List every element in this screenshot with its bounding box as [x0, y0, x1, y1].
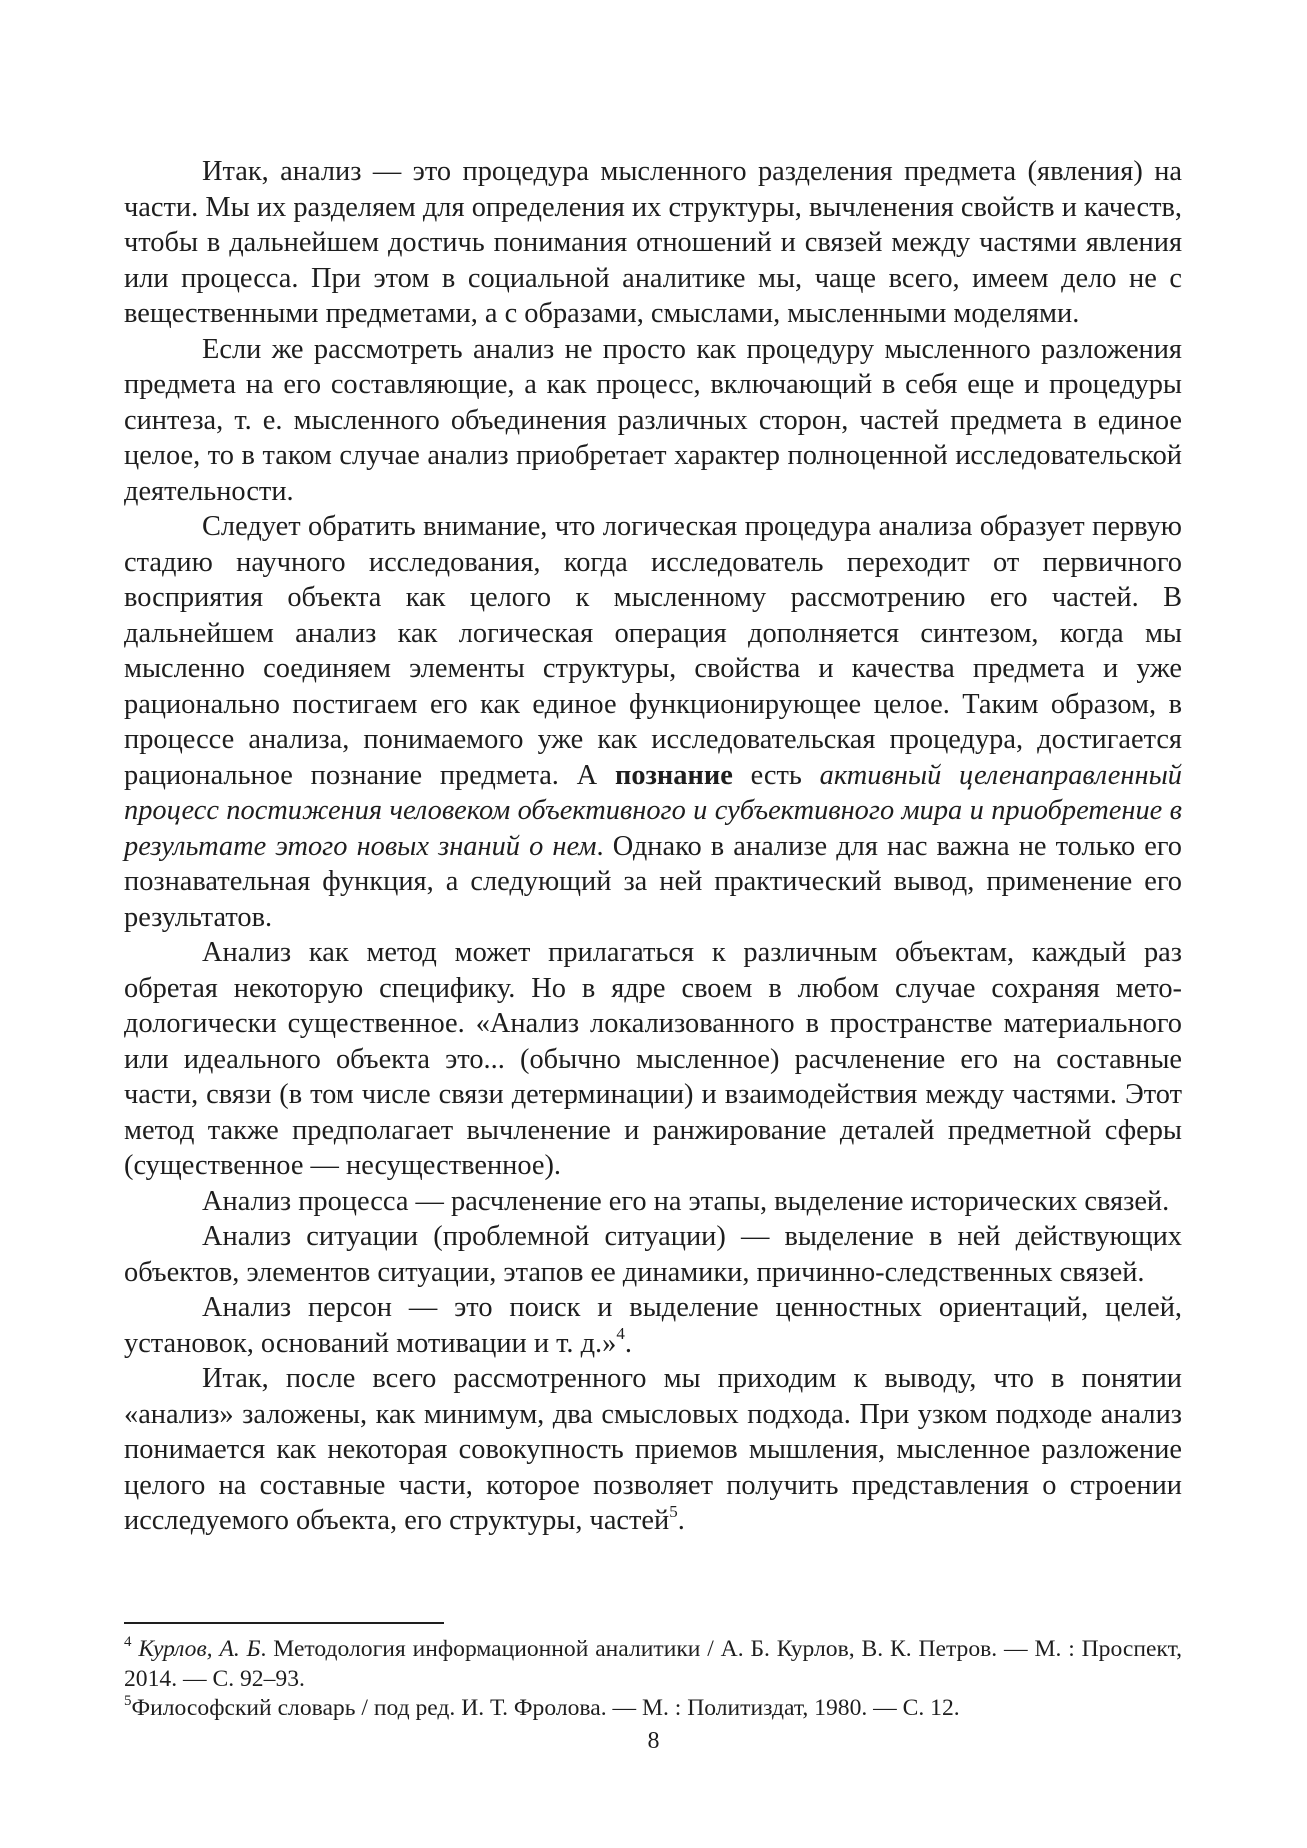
footnote-ref[interactable]: 5 [669, 1501, 678, 1521]
definition-italic: активный целенаправленный процесс постижения человеком объективного и субъективного мира и приобретение в результате этого новых знаний о нем [124, 759, 1183, 862]
paragraph-3: Следует обратить внимание, что логическая процедура анализа образует первую стадию научного исследования, когда исследователь переходит от первичного восприятия объекта как целого к мысленному рассмотрению его частей. В дальнейшем анализ как логическая операция дополняется синтезом, когда мы мысленно соединяем элементы структуры, свойства и качества предмета и уже рационально постигаем его как единое функционирующее целое. Таким образом, в процессе анализа, понимаемого уже как исследовательская процедура, достигается рациональное познание предмета. А познание есть активный целенаправленный процесс постижения человеком объективного и субъективного мира и приобретение в результате этого новых знаний о нем. Однако в анализе для нас важна не только его познавательная функция, а следующий за ней практический вывод, применение его результатов. [124, 511, 1183, 933]
footnote-number: 4 [124, 1634, 132, 1651]
term-bold: познание [614, 759, 733, 791]
body-text [124, 154, 1182, 1539]
paragraph-2: Если же рассмотреть анализ не просто как процедуру мысленного разложения предмета на его составляющие, а как процесс, включающий в себя еще и процедуры синтеза, т. е. мысленного объединения различных сторон, частей предмета в единое целое, то в таком случае анализ приобретает характер полноценной исследовательской деятельности. [124, 333, 1182, 507]
paragraph-5: Анализ процесса — расчленение его на этапы, выделение исторических связей. [202, 1185, 1170, 1217]
footnote-5: $^5$Философский словарь / под ред. И. Т. Фролова. — М. : Политиздат, 1980. — С. 12. [124, 1693, 960, 1721]
paragraph-6: Анализ ситуации (проблемной ситуации) — выделение в ней действующих объектов, элементов ситуации, этапов ее динамики, причинно-следственных связей. [124, 1221, 1182, 1288]
paragraph-8: Итак, после всего рассмотренного мы приходим к выводу, что в понятии «анализ» заложены, как минимум, два смысловых подхода. При узком подходе анализ понимается как некоторая совокупность приемов мышления, мысленное разложение целого на составные части, которое позволяет получить представления о строении исследуемого объекта, его структуры, частей$^5$. [124, 1363, 1182, 1536]
footnote-author: Курлов, А. Б [138, 1636, 261, 1662]
paragraph-4: Анализ как метод может прилагаться к различным объектам, каждый раз обретая некоторую специфику. Но в ядре своем в любом случае сохраняя методологически существенное. «Анализ локализованного в пространстве материального или идеального объекта это... (обычно мысленное) расчленение его на составные части, связи (в том числе связи детерминации) и взаимодействия между частями. Этот метод также предполагает вычленение и ранжирование деталей предметной сферы (существенное — несущественное). [124, 937, 1182, 1181]
paragraph-1: Итак, анализ — это процедура мысленного разделения предмета (явления) на части. Мы их разделяем для определения их структуры, вычленения свойств и качеств, чтобы в дальнейшем достичь понимания отношений и связей между частями явления или процесса. При этом в социальной аналитике мы, чаще всего, имеем дело не с вещественными предметами, а с образами, смыслами, мысленными моделями. [124, 156, 1182, 329]
paragraph-7: Анализ персон — это поиск и выделение ценностных ориентаций, целей, установок, оснований мотивации и т. д.»$^4$. [124, 1292, 1182, 1359]
footnote-ref[interactable]: 4 [616, 1324, 625, 1344]
footnote-separator [124, 1622, 444, 1624]
page-number: 8 [647, 1728, 660, 1754]
footnote-4: $^4$ Курлов, А. Б. Методология информационной аналитики / А. Б. Курлов, В. К. Петров. — М. : Проспект, 2014. — С. 92–93. [124, 1634, 1183, 1692]
footnote-number: 5 [124, 1693, 132, 1710]
footnotes [124, 1635, 1182, 1724]
